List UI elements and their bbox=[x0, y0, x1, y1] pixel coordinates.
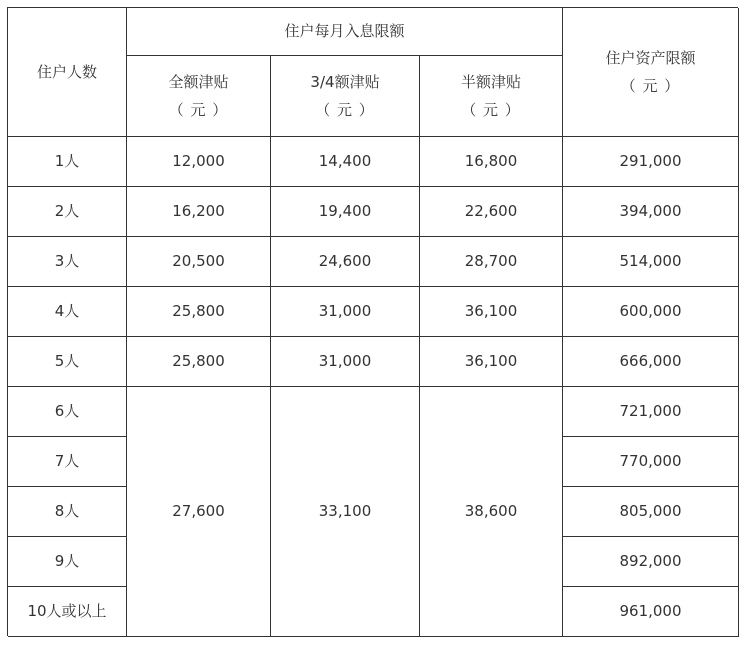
header-full-subsidy-unit: （ 元 ） bbox=[168, 101, 229, 119]
row-5-full: 25,800 bbox=[127, 337, 271, 387]
row-7-asset: 770,000 bbox=[563, 437, 739, 487]
header-asset-limit-unit: （ 元 ） bbox=[620, 77, 681, 95]
row-1-half: 16,800 bbox=[420, 137, 563, 187]
subsidy-limit-table bbox=[7, 7, 738, 635]
row-5-size: 5人 bbox=[8, 337, 127, 387]
merged-half-6-plus: 38,600 bbox=[420, 387, 563, 637]
header-monthly-income-limit-label: 住户每月入息限额 bbox=[284, 22, 405, 41]
row-4-size: 4人 bbox=[8, 287, 127, 337]
header-household-size-label: 住户人数 bbox=[36, 62, 97, 81]
row-2-full: 16,200 bbox=[127, 187, 271, 237]
row-8-asset: 805,000 bbox=[563, 487, 739, 537]
row-1-asset: 291,000 bbox=[563, 137, 739, 187]
row-7-size: 7人 bbox=[8, 437, 127, 487]
row-3-full: 20,500 bbox=[127, 237, 271, 287]
row-9-asset: 892,000 bbox=[563, 537, 739, 587]
header-three-quarter-subsidy-unit: （ 元 ） bbox=[315, 101, 375, 119]
row-2-three-quarter: 19,400 bbox=[271, 187, 420, 237]
header-full-subsidy-label: 全额津贴 bbox=[168, 72, 229, 91]
row-1-size: 1人 bbox=[8, 137, 127, 187]
row-6-asset: 721,000 bbox=[563, 387, 739, 437]
row-1-three-quarter: 14,400 bbox=[271, 137, 420, 187]
header-three-quarter-subsidy bbox=[271, 56, 420, 137]
row-5-asset: 666,000 bbox=[563, 337, 739, 387]
header-three-quarter-subsidy-label: 3/4额津贴 bbox=[310, 72, 380, 91]
row-10-plus-asset: 961,000 bbox=[563, 587, 739, 637]
row-3-three-quarter: 24,600 bbox=[271, 237, 420, 287]
row-2-size: 2人 bbox=[8, 187, 127, 237]
row-4-asset: 600,000 bbox=[563, 287, 739, 337]
row-5-three-quarter: 31,000 bbox=[271, 337, 420, 387]
row-9-size: 9人 bbox=[8, 537, 127, 587]
row-4-full: 25,800 bbox=[127, 287, 271, 337]
table-grid bbox=[7, 7, 738, 636]
row-6-size: 6人 bbox=[8, 387, 127, 437]
merged-three-quarter-6-plus: 33,100 bbox=[271, 387, 420, 637]
row-4-three-quarter: 31,000 bbox=[271, 287, 420, 337]
header-asset-limit-label: 住户资产限额 bbox=[605, 48, 696, 67]
row-4-half: 36,100 bbox=[420, 287, 563, 337]
merged-full-6-plus: 27,600 bbox=[127, 387, 271, 637]
header-half-subsidy-label: 半额津贴 bbox=[460, 72, 521, 91]
row-2-asset: 394,000 bbox=[563, 187, 739, 237]
row-8-size: 8人 bbox=[8, 487, 127, 537]
header-half-subsidy bbox=[420, 56, 563, 137]
row-5-half: 36,100 bbox=[420, 337, 563, 387]
header-half-subsidy-unit: （ 元 ） bbox=[461, 101, 521, 119]
row-3-asset: 514,000 bbox=[563, 237, 739, 287]
row-2-half: 22,600 bbox=[420, 187, 563, 237]
row-3-half: 28,700 bbox=[420, 237, 563, 287]
row-3-size: 3人 bbox=[8, 237, 127, 287]
row-10-plus-size: 10人或以上 bbox=[8, 587, 127, 637]
header-household-size bbox=[8, 8, 127, 137]
header-monthly-income-limit bbox=[127, 8, 563, 56]
header-full-subsidy bbox=[127, 56, 271, 137]
row-1-full: 12,000 bbox=[127, 137, 271, 187]
header-asset-limit bbox=[563, 8, 739, 137]
